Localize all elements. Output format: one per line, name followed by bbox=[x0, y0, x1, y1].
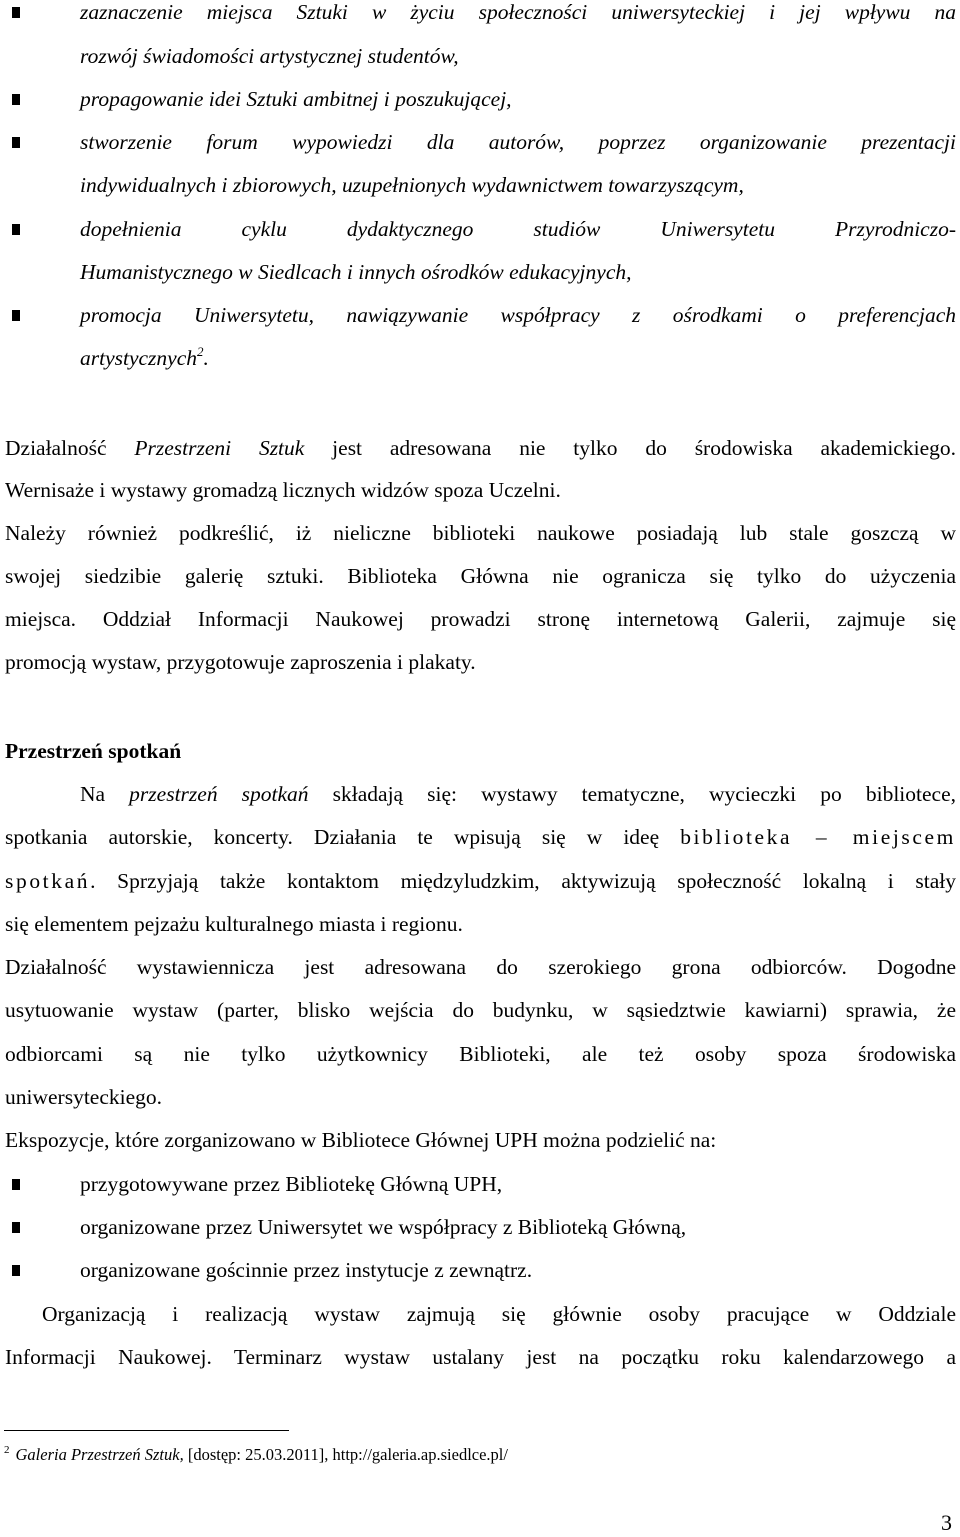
footnote-number: 2 bbox=[4, 1444, 10, 1456]
paragraph-line: miejsca. Oddział Informacji Naukowej prowadzi stronę internetową Galerii, zajmuje się bbox=[5, 607, 956, 631]
list-bullet bbox=[12, 94, 20, 105]
paragraph-line: Działalność wystawiennicza jest adresowana do szerokiego grona odbiorców. Dogodne bbox=[5, 955, 956, 979]
list-item: organizowane gościnnie przez instytucje z zewnątrz. bbox=[80, 1258, 533, 1282]
paragraph-line: Należy również podkreślić, iż nieliczne biblioteki naukowe posiadają lub stale goszczą w bbox=[5, 521, 956, 545]
paragraph-line: Wernisaże i wystawy gromadzą licznych widzów spoza Uczelni. bbox=[5, 478, 561, 502]
list-item-line bbox=[80, 344, 956, 372]
list-item-line: Humanistycznego w Siedlcach i innych ośrodków edukacyjnych, bbox=[80, 260, 632, 284]
paragraph-line: spotkań. Sprzyjają także kontaktom międzyludzkim, aktywizują społeczność lokalną i stały bbox=[5, 869, 956, 893]
paragraph-line: Ekspozycje, które zorganizowano w Bibliotece Głównej UPH można podzielić na: bbox=[5, 1128, 717, 1152]
paragraph-line: uniwersyteckiego. bbox=[5, 1085, 163, 1109]
gallery-name: Przestrzeni Sztuk bbox=[134, 436, 305, 460]
paragraph-line: swojej siedzibie galerię sztuki. Biblioteka Główna nie ogranicza się tylko do użyczenia bbox=[5, 564, 956, 588]
list-item-tail: . bbox=[203, 346, 209, 370]
paragraph-line: Informacji Naukowej. Terminarz wystaw ustalany jest na początku roku kalendarzowego a bbox=[5, 1345, 956, 1369]
footnote-text: [dostęp: 25.03.2011], http://galeria.ap.siedlce.pl/ bbox=[183, 1445, 508, 1464]
list-item: przygotowywane przez Bibliotekę Główną UPH, bbox=[80, 1172, 503, 1196]
footnote-separator bbox=[4, 1430, 289, 1431]
paragraph-line: usytuowanie wystaw (parter, blisko wejścia do budynku, w sąsiedztwie kawiarni) sprawia, że bbox=[5, 998, 956, 1022]
list-item-text: artystycznych bbox=[80, 346, 198, 370]
list-bullet bbox=[12, 224, 20, 235]
list-bullet bbox=[12, 1179, 20, 1190]
list-item-line: zaznaczenie miejsca Sztuki w życiu społeczności uniwersyteckiej i jej wpływu na bbox=[80, 0, 956, 24]
list-item-line: stworzenie forum wypowiedzi dla autorów, poprzez organizowanie prezentacji bbox=[80, 130, 956, 154]
list-bullet bbox=[12, 1265, 20, 1276]
list-item-line: dopełnienia cyklu dydaktycznego studiów Uniwersytetu Przyrodniczo- bbox=[80, 217, 956, 241]
list-bullet bbox=[12, 310, 20, 321]
list-bullet bbox=[12, 1222, 20, 1233]
list-item-line: propagowanie idei Sztuki ambitnej i poszukującej, bbox=[80, 87, 512, 111]
footnote-title: Galeria Przestrzeń Sztuk, bbox=[15, 1445, 184, 1464]
list-item-line: promocja Uniwersytetu, nawiązywanie współpracy z ośrodkami o preferencjach bbox=[80, 303, 956, 327]
spaced-phrase: spotkań bbox=[5, 869, 91, 893]
paragraph-line: Organizacją i realizacją wystaw zajmują się głównie osoby pracujące w Oddziale bbox=[42, 1302, 956, 1326]
list-bullet bbox=[12, 137, 20, 148]
paragraph-line: spotkania autorskie, koncerty. Działania te wpisują się w ideę biblioteka – miejscem bbox=[5, 825, 956, 849]
paragraph-line: odbiorcami są nie tylko użytkownicy Biblioteki, ale też osoby spoza środowiska bbox=[5, 1042, 956, 1066]
paragraph-line: promocją wystaw, przygotowuje zaproszenia i plakaty. bbox=[5, 650, 476, 674]
section-heading: Przestrzeń spotkań bbox=[5, 739, 182, 763]
spaced-phrase: biblioteka – miejscem bbox=[680, 825, 956, 849]
list-bullet bbox=[12, 7, 20, 18]
list-item-line: rozwój świadomości artystycznej studentów, bbox=[80, 44, 459, 68]
footnote-ref: 2 bbox=[197, 344, 204, 359]
footnote bbox=[4, 1443, 508, 1467]
paragraph-line: Na przestrzeń spotkań składają się: wystawy tematyczne, wycieczki po bibliotece, bbox=[80, 782, 956, 806]
paragraph-line: Działalność Przestrzeni Sztuk jest adresowana nie tylko do środowiska akademickiego. bbox=[5, 436, 956, 460]
page-number: 3 bbox=[941, 1510, 952, 1535]
paragraph-line: się elementem pejzażu kulturalnego miasta i regionu. bbox=[5, 912, 463, 936]
list-item: organizowane przez Uniwersytet we współpracy z Biblioteką Główną, bbox=[80, 1215, 687, 1239]
list-item-line: indywidualnych i zbiorowych, uzupełnionych wydawnictwem towarzyszącym, bbox=[80, 173, 744, 197]
